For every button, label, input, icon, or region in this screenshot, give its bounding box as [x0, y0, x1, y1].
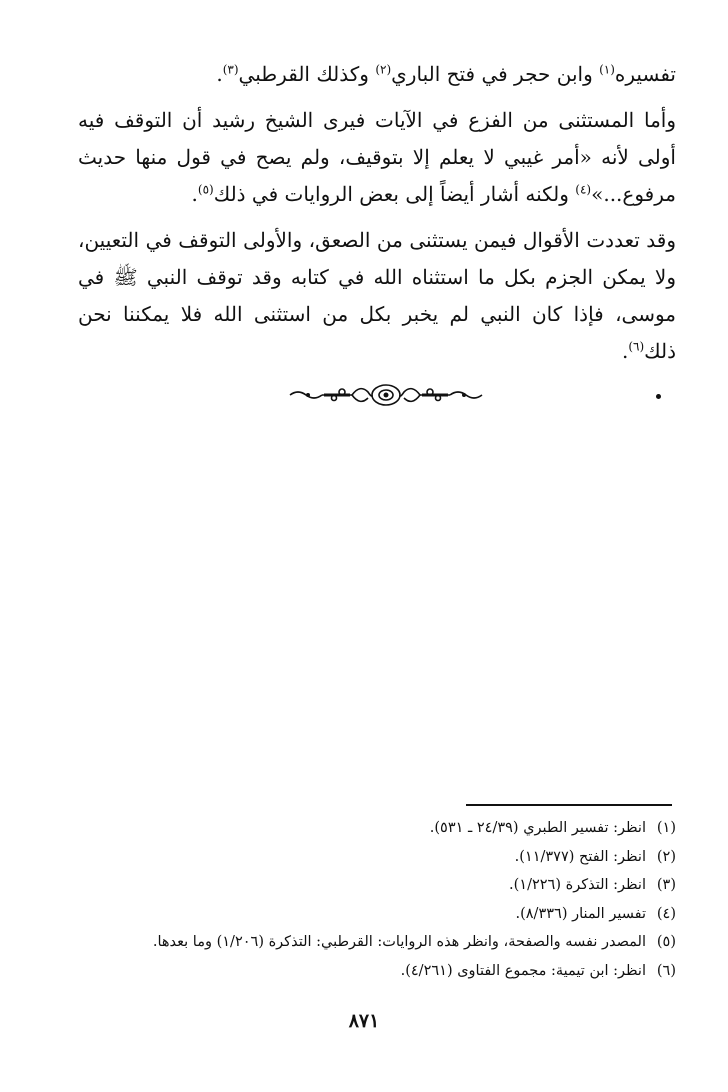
- para3-end: .: [621, 339, 629, 363]
- footnote-text: انظر: التذكرة (١/٢٢٦).: [509, 877, 646, 893]
- footnote-number: (٣): [656, 877, 676, 893]
- para2-text: وأما المستثنى من الفزع في الآيات فيرى الشيخ رشيد أن التوقف فيه أولى لأنه «أمر غيبي لا يعلم إلا بتوقيف، ولم يصح في قول منها حديث مرفوع...»: [78, 108, 676, 206]
- para1-text: تفسيره: [614, 62, 676, 86]
- footnote-6: [70, 957, 676, 986]
- paragraph-3: [78, 222, 676, 370]
- footnote-number: (٥): [656, 934, 676, 950]
- footnote-3: [70, 871, 676, 900]
- para2-text-2: ولكنه أشار أيضاً إلى بعض الروايات في ذلك: [213, 182, 576, 206]
- stray-dot: [656, 394, 661, 399]
- footnote-number: (٦): [656, 962, 676, 979]
- footnote-ref-1[interactable]: (١): [599, 62, 615, 77]
- footnote-text: المصدر نفسه والصفحة، وانظر هذه الروايات: القرطبي: التذكرة (١/٢٠٦) وما بعدها.: [152, 934, 646, 950]
- main-text: [78, 56, 676, 379]
- footnote-4: [70, 900, 676, 929]
- para3-text: وقد تعددت الأقوال فيمن يستثنى من الصعق، والأولى التوقف في التعيين، ولا يمكن الجزم بكل ما استثناه الله في كتابه وقد توقف النبي ﷺ في موسى، فإذا كان النبي لم يخبر بكل من استثنى الله فلا يمكننا نحن ذلك: [78, 228, 677, 363]
- footnote-5: [70, 928, 676, 957]
- footnote-ref-2[interactable]: (٢): [375, 62, 392, 77]
- paragraph-2: [78, 102, 676, 213]
- footnote-ref-4[interactable]: (٤): [575, 182, 592, 197]
- para1-text-2: وابن حجر في فتح الباري: [391, 62, 600, 86]
- footnotes: [70, 814, 676, 985]
- footnote-text: انظر: ابن تيمية: مجموع الفتاوى (٤/٢٦١).: [400, 962, 646, 979]
- para1-end: .: [216, 62, 223, 86]
- footnote-ref-5[interactable]: (٥): [197, 182, 214, 197]
- page-number: ٨٧١: [348, 1010, 380, 1032]
- section-divider-ornament: [288, 380, 484, 410]
- footnote-1: [70, 814, 676, 843]
- footnote-ref-6[interactable]: (٦): [628, 339, 645, 354]
- para1-text-3: وكذلك القرطبي: [238, 62, 376, 86]
- footnote-text: انظر: الفتح (١١/٣٧٧).: [514, 848, 646, 865]
- footnote-separator: [466, 804, 672, 806]
- footnote-ref-3[interactable]: (٣): [222, 62, 239, 77]
- footnote-text: تفسير المنار (٨/٣٣٦).: [515, 905, 646, 922]
- footnote-2: [70, 843, 676, 872]
- footnote-number: (١): [656, 820, 676, 836]
- footnote-number: (٢): [656, 848, 676, 865]
- footnote-number: (٤): [656, 905, 676, 922]
- para2-end: .: [191, 182, 198, 206]
- paragraph-1: [78, 56, 676, 93]
- footnote-text: انظر: تفسير الطبري (٢٤/٣٩ ـ ٥٣١).: [429, 820, 646, 836]
